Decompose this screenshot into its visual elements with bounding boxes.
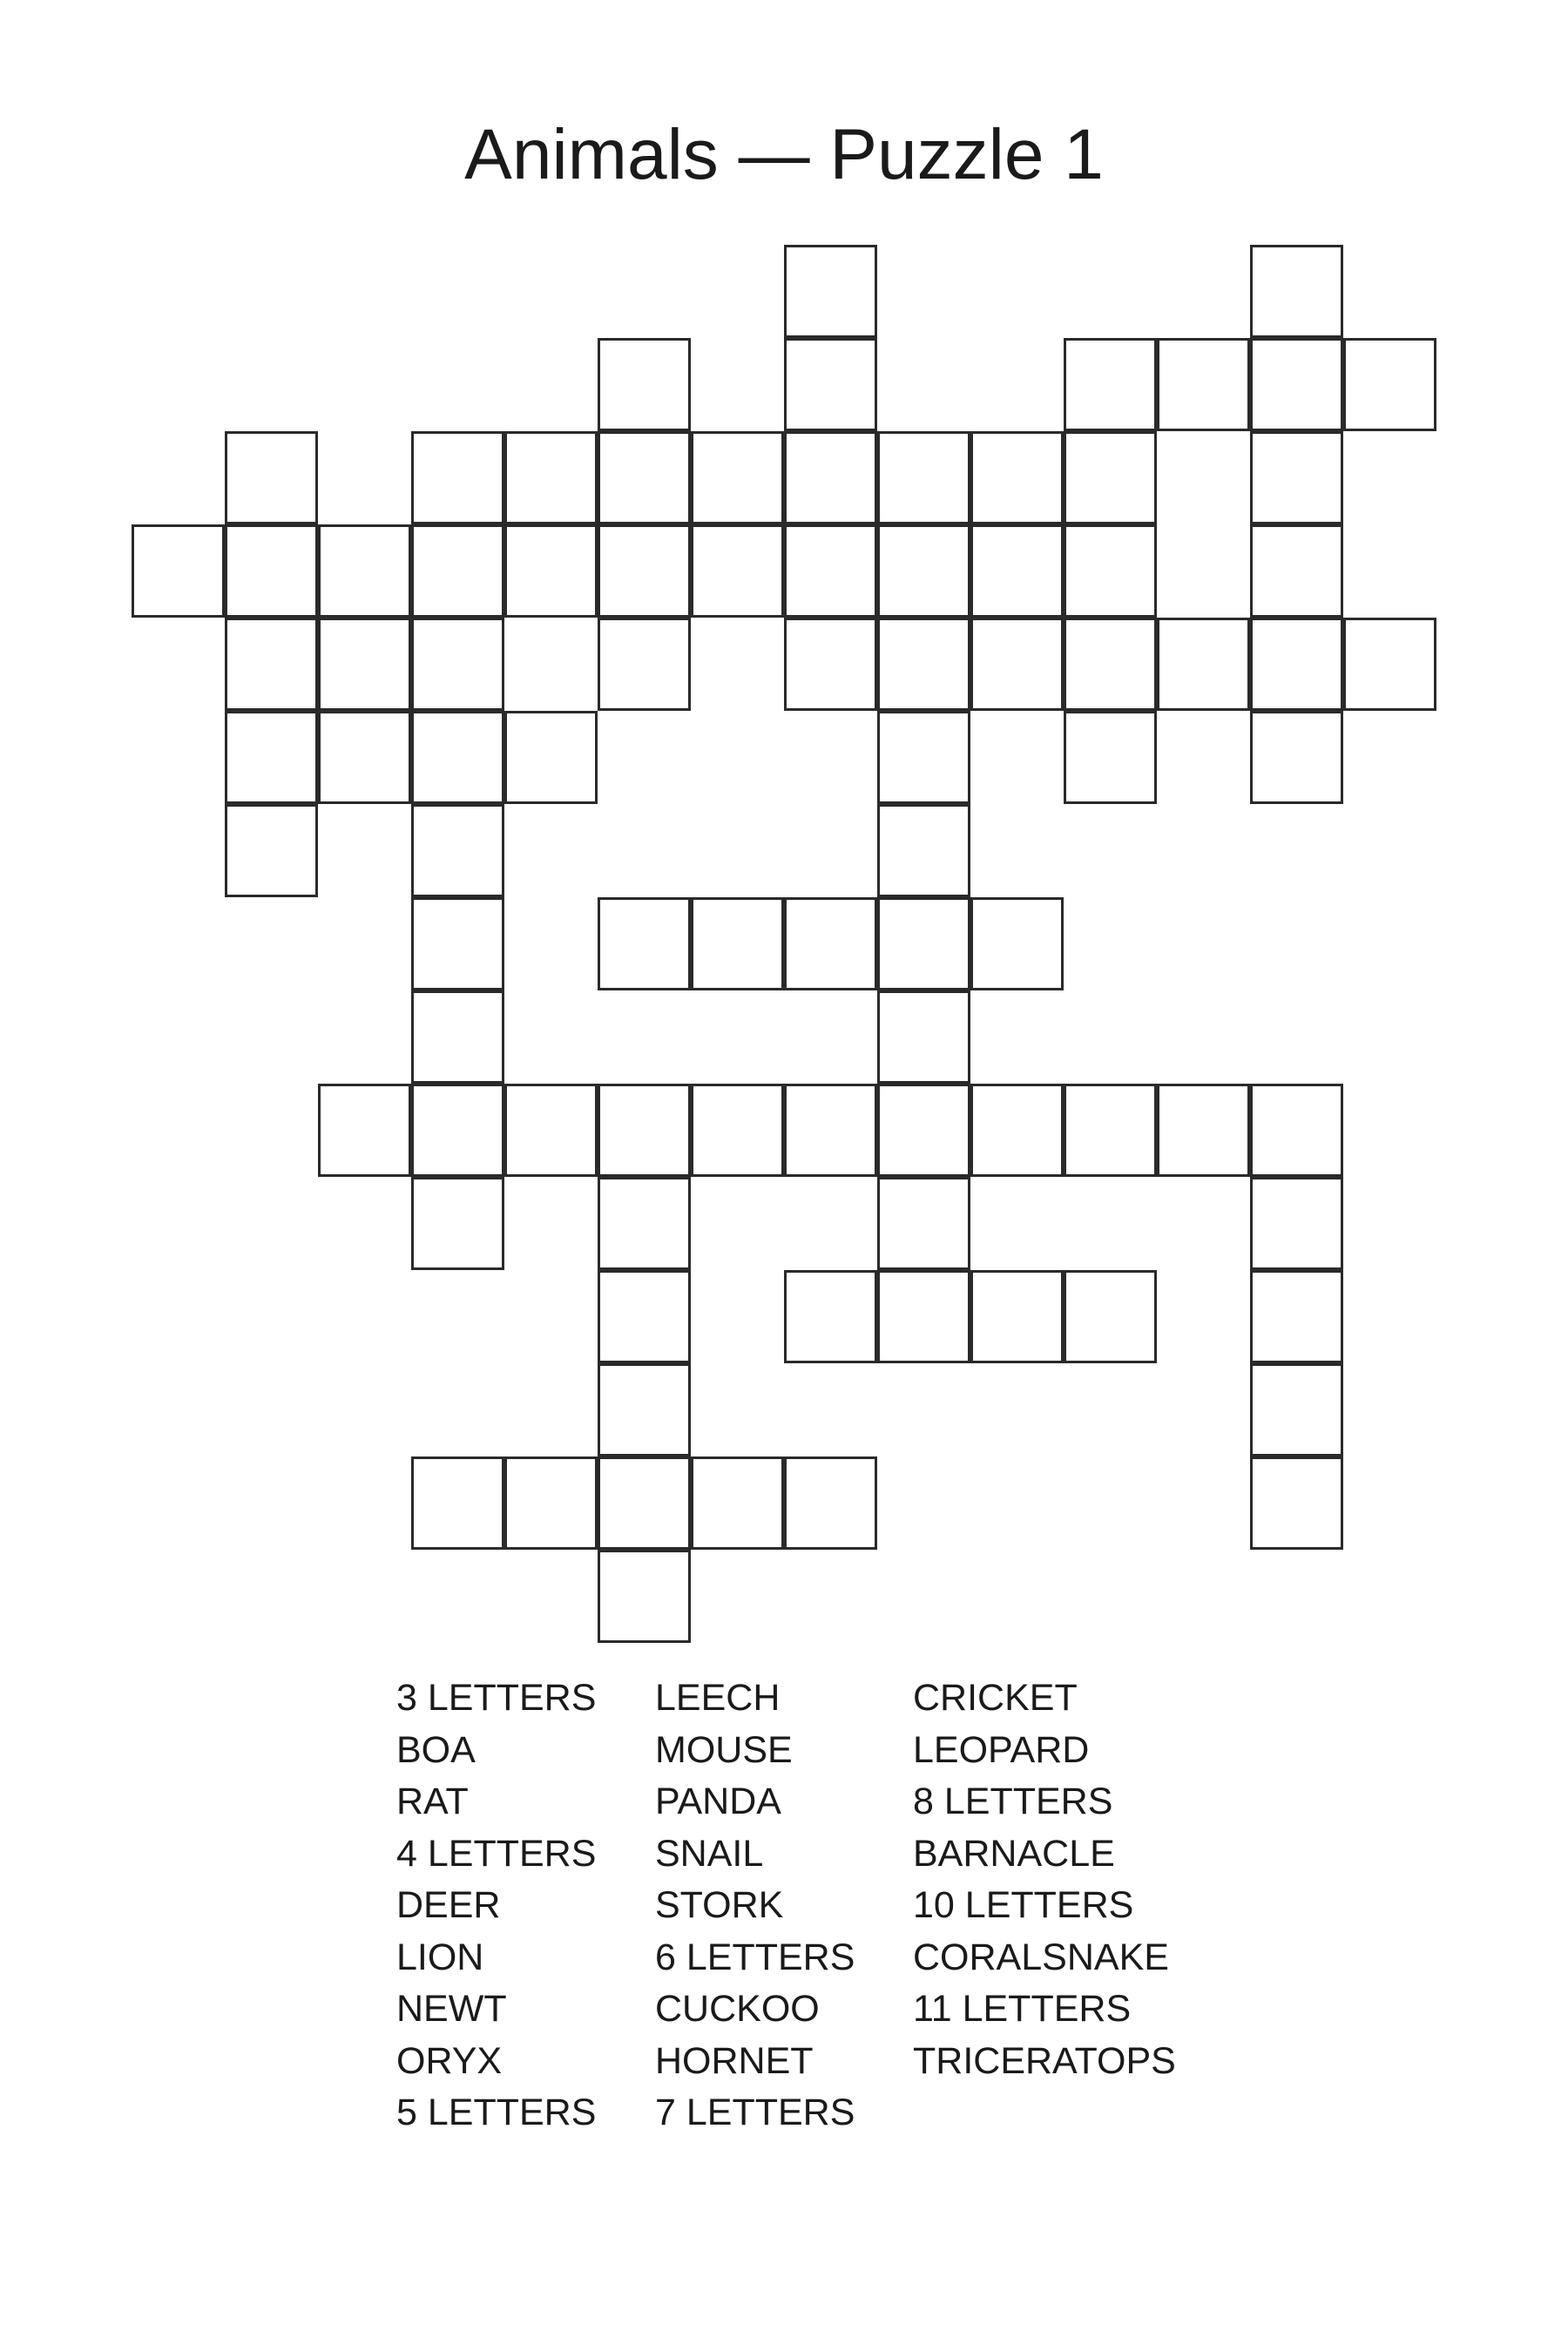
crossword-cell[interactable] bbox=[225, 711, 318, 804]
crossword-cell[interactable] bbox=[411, 431, 504, 524]
crossword-cell[interactable] bbox=[1157, 338, 1250, 431]
word-list-item: STORK bbox=[655, 1884, 784, 1926]
crossword-cell[interactable] bbox=[1250, 1456, 1343, 1550]
crossword-cell[interactable] bbox=[598, 897, 691, 990]
crossword-cell[interactable] bbox=[598, 1456, 691, 1550]
word-list-item: LION bbox=[396, 1936, 484, 1978]
crossword-cell[interactable] bbox=[970, 431, 1064, 524]
crossword-cell[interactable] bbox=[784, 245, 877, 338]
word-list-item: LEECH bbox=[655, 1677, 781, 1719]
crossword-cell[interactable] bbox=[411, 804, 504, 897]
word-list-column bbox=[913, 1673, 1192, 2087]
word-list-item: LEOPARD bbox=[913, 1728, 1090, 1771]
word-list-column bbox=[655, 1673, 934, 2139]
crossword-cell[interactable] bbox=[970, 618, 1064, 711]
crossword-cell[interactable] bbox=[1250, 431, 1343, 524]
word-list-item: 11 LETTERS bbox=[913, 1988, 1132, 2030]
crossword-cell[interactable] bbox=[1250, 245, 1343, 338]
crossword-cell[interactable] bbox=[784, 524, 877, 618]
crossword-cell[interactable] bbox=[970, 524, 1064, 618]
word-list-item: 4 LETTERS bbox=[396, 1832, 597, 1875]
crossword-cell[interactable] bbox=[318, 618, 411, 711]
crossword-cell[interactable] bbox=[1250, 1270, 1343, 1363]
crossword-cell[interactable] bbox=[504, 1084, 598, 1177]
word-list-item: TRICERATOPS bbox=[913, 2039, 1176, 2082]
crossword-cell[interactable] bbox=[598, 1177, 691, 1270]
crossword-cell[interactable] bbox=[877, 1084, 970, 1177]
crossword-cell[interactable] bbox=[1064, 711, 1157, 804]
crossword-cell[interactable] bbox=[504, 1456, 598, 1550]
crossword-cell[interactable] bbox=[691, 431, 784, 524]
crossword-cell[interactable] bbox=[784, 1270, 877, 1363]
crossword-cell[interactable] bbox=[1064, 1270, 1157, 1363]
crossword-cell[interactable] bbox=[1064, 524, 1157, 618]
word-list-item: NEWT bbox=[396, 1988, 507, 2030]
crossword-cell[interactable] bbox=[877, 804, 970, 897]
crossword-cell[interactable] bbox=[411, 1456, 504, 1550]
crossword-cell[interactable] bbox=[691, 1456, 784, 1550]
crossword-cell[interactable] bbox=[225, 431, 318, 524]
crossword-cell[interactable] bbox=[1157, 618, 1250, 711]
crossword-cell[interactable] bbox=[504, 524, 598, 618]
crossword-cell[interactable] bbox=[1250, 1177, 1343, 1270]
word-list-column bbox=[396, 1673, 675, 2139]
crossword-cell[interactable] bbox=[411, 1177, 504, 1270]
crossword-cell[interactable] bbox=[691, 524, 784, 618]
crossword-cell[interactable] bbox=[1064, 618, 1157, 711]
crossword-cell[interactable] bbox=[784, 1456, 877, 1550]
crossword-cell[interactable] bbox=[318, 524, 411, 618]
crossword-cell[interactable] bbox=[598, 1084, 691, 1177]
crossword-cell[interactable] bbox=[1250, 338, 1343, 431]
word-list-item: PANDA bbox=[655, 1781, 781, 1822]
crossword-cell[interactable] bbox=[877, 1270, 970, 1363]
crossword-cell[interactable] bbox=[598, 338, 691, 431]
crossword-cell[interactable] bbox=[1064, 338, 1157, 431]
crossword-cell[interactable] bbox=[598, 1270, 691, 1363]
crossword-cell[interactable] bbox=[970, 897, 1064, 990]
crossword-cell[interactable] bbox=[411, 1084, 504, 1177]
crossword-cell[interactable] bbox=[1250, 1084, 1343, 1177]
crossword-cell[interactable] bbox=[691, 897, 784, 990]
crossword-cell[interactable] bbox=[1250, 618, 1343, 711]
crossword-cell[interactable] bbox=[318, 1084, 411, 1177]
crossword-cell[interactable] bbox=[598, 1550, 691, 1643]
word-list-item: 6 LETTERS bbox=[655, 1936, 855, 1978]
crossword-cell[interactable] bbox=[1064, 431, 1157, 524]
crossword-cell[interactable] bbox=[877, 990, 970, 1084]
crossword-cell[interactable] bbox=[504, 711, 598, 804]
crossword-cell[interactable] bbox=[1343, 618, 1436, 711]
word-list-item: SNAIL bbox=[655, 1832, 764, 1875]
word-list-item: BOA bbox=[396, 1728, 476, 1771]
crossword-cell[interactable] bbox=[411, 711, 504, 804]
crossword-cell[interactable] bbox=[691, 1084, 784, 1177]
word-list-item: MOUSE bbox=[655, 1728, 793, 1771]
word-list-item: 7 LETTERS bbox=[655, 2092, 855, 2133]
crossword-cell[interactable] bbox=[225, 524, 318, 618]
crossword-cell[interactable] bbox=[970, 1270, 1064, 1363]
crossword-cell[interactable] bbox=[784, 431, 877, 524]
crossword-cell[interactable] bbox=[411, 524, 504, 618]
crossword-cell[interactable] bbox=[784, 897, 877, 990]
word-list-item: CUCKOO bbox=[655, 1988, 820, 2030]
crossword-cell[interactable] bbox=[225, 618, 318, 711]
crossword-cell[interactable] bbox=[1343, 338, 1436, 431]
crossword-cell[interactable] bbox=[877, 711, 970, 804]
crossword-cell[interactable] bbox=[1250, 711, 1343, 804]
crossword-cell[interactable] bbox=[598, 1363, 691, 1456]
crossword-cell[interactable] bbox=[784, 338, 877, 431]
crossword-cell[interactable] bbox=[1250, 524, 1343, 618]
word-list-item: 8 LETTERS bbox=[913, 1781, 1113, 1822]
word-list-item: CRICKET bbox=[913, 1677, 1078, 1719]
word-list bbox=[0, 1673, 1568, 2160]
crossword-cell[interactable] bbox=[598, 618, 691, 711]
crossword-cell[interactable] bbox=[877, 1177, 970, 1270]
word-list-item: BARNACLE bbox=[913, 1832, 1115, 1875]
crossword-cell[interactable] bbox=[877, 524, 970, 618]
crossword-cell[interactable] bbox=[877, 431, 970, 524]
page-title: Animals — Puzzle 1 bbox=[464, 115, 1104, 194]
crossword-cell[interactable] bbox=[1064, 1084, 1157, 1177]
crossword-cell[interactable] bbox=[411, 897, 504, 990]
crossword-cell[interactable] bbox=[504, 431, 598, 524]
crossword-cell[interactable] bbox=[225, 804, 318, 897]
crossword-cell[interactable] bbox=[1250, 1363, 1343, 1456]
crossword-cell[interactable] bbox=[411, 618, 504, 711]
word-list-item: 3 LETTERS bbox=[396, 1677, 597, 1719]
crossword-cell[interactable] bbox=[877, 618, 970, 711]
word-list-item: 5 LETTERS bbox=[396, 2092, 597, 2133]
crossword-cell[interactable] bbox=[598, 524, 691, 618]
word-list-item: RAT bbox=[396, 1781, 469, 1822]
crossword-cell[interactable] bbox=[598, 431, 691, 524]
crossword-cell[interactable] bbox=[784, 1084, 877, 1177]
crossword-cell[interactable] bbox=[1157, 1084, 1250, 1177]
crossword-cell[interactable] bbox=[784, 618, 877, 711]
crossword-cell[interactable] bbox=[877, 897, 970, 990]
crossword-cell[interactable] bbox=[132, 524, 225, 618]
word-list-item: DEER bbox=[396, 1884, 501, 1926]
crossword-cell[interactable] bbox=[411, 990, 504, 1084]
word-list-item: 10 LETTERS bbox=[913, 1884, 1134, 1926]
crossword-cell[interactable] bbox=[970, 1084, 1064, 1177]
crossword-cell[interactable] bbox=[318, 711, 411, 804]
word-list-item: HORNET bbox=[655, 2039, 814, 2082]
word-list-item: ORYX bbox=[396, 2039, 503, 2082]
word-list-item: CORALSNAKE bbox=[913, 1936, 1169, 1978]
